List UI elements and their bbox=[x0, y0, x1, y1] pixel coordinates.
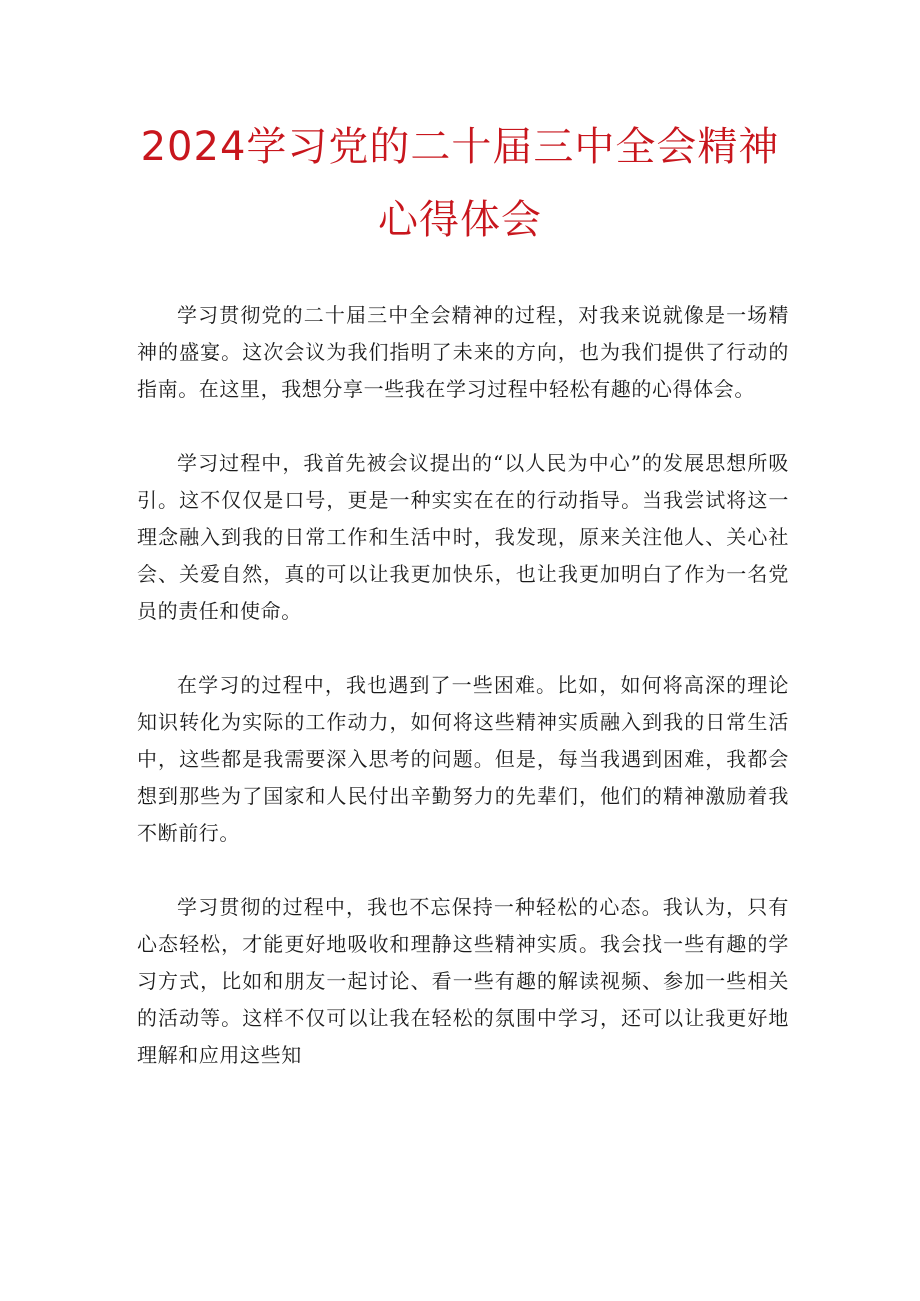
document-body bbox=[137, 297, 789, 1111]
document-title-line-1: 2024学习党的二十届三中全会精神 bbox=[140, 124, 780, 170]
body-paragraph: 学习过程中，我首先被会议提出的“以人民为中心”的发展思想所吸引。这不仅仅是口号，更是一种实实在在的行动指导。当我尝试将这一理念融入到我的日常工作和生活中时，我发现，原来关注他人、关心社会、关爱自然，真的可以让我更加快乐，也让我更加明白了作为一名党员的责任和使命。 bbox=[137, 451, 789, 623]
document-title-line-2: 心得体会 bbox=[378, 197, 542, 243]
body-paragraph: 在学习的过程中，我也遇到了一些困难。比如，如何将高深的理论知识转化为实际的工作动力，如何将这些精神实质融入到我的日常生活中，这些都是我需要深入思考的问题。但是，每当我遇到困难，我都会想到那些为了国家和人民付出辛勤努力的先辈们，他们的精神激励着我不断前行。 bbox=[137, 673, 789, 845]
body-paragraph: 学习贯彻的过程中，我也不忘保持一种轻松的心态。我认为，只有心态轻松，才能更好地吸收和理静这些精神实质。我会找一些有趣的学习方式，比如和朋友一起讨论、看一些有趣的解读视频、参加一些相关的活动等。这样不仅可以让我在轻松的氛围中学习，还可以让我更好地理解和应用这些知 bbox=[137, 895, 789, 1067]
body-paragraph: 学习贯彻党的二十届三中全会精神的过程，对我来说就像是一场精神的盛宴。这次会议为我们指明了未来的方向，也为我们提供了行动的指南。在这里，我想分享一些我在学习过程中轻松有趣的心得体会。 bbox=[137, 303, 789, 401]
